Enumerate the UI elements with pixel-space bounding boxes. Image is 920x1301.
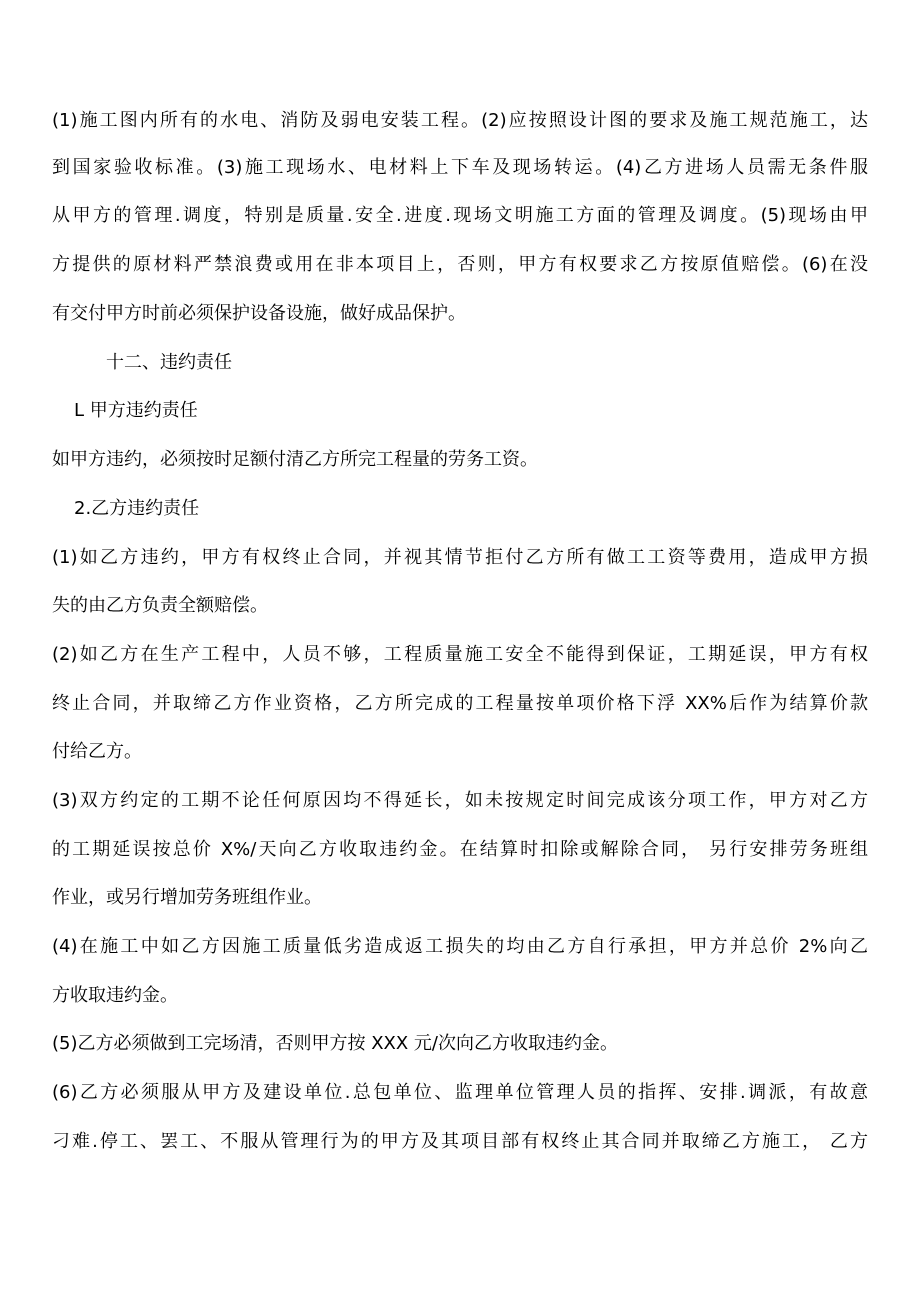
paragraph-line: 如甲方违约，必须按时足额付清乙方所完工程量的劳务工资。 [52, 449, 538, 470]
paragraph-line: (1)如乙方违约，甲方有权终止合同，并视其情节拒付乙方所有做工工资等费用，造成甲方损 [52, 547, 868, 568]
paragraph-line: 刁难.停工、罢工、不服从管理行为的甲方及其项目部有权终止其合同并取缔乙方施工， 乙方 [52, 1131, 868, 1152]
paragraph-line: (6)乙方必须服从甲方及建设单位.总包单位、监理单位管理人员的指挥、安排.调派，有故意 [52, 1082, 868, 1103]
paragraph-line: (1)施工图内所有的水电、消防及弱电安装工程。(2)应按照设计图的要求及施工规范施工，达 [52, 110, 868, 131]
paragraph-line: 有交付甲方时前必须保护设备设施，做好成品保护。 [52, 303, 466, 324]
paragraph-line: 付给乙方。 [52, 741, 142, 762]
paragraph-line: (4)在施工中如乙方因施工质量低劣造成返工损失的均由乙方自行承担，甲方并总价 2%向乙 [52, 936, 868, 957]
paragraph-line: 的工期延误按总价 X%/天向乙方收取违约金。在结算时扣除或解除合同， 另行安排劳务班组 [52, 839, 868, 860]
paragraph-line: 方收取违约金。 [52, 985, 178, 1006]
subsection-heading: 2.乙方违约责任 [74, 498, 200, 519]
section-heading: 十二、违约责任 [106, 352, 232, 373]
paragraph-line: 方提供的原材料严禁浪费或用在非本项目上，否则，甲方有权要求乙方按原值赔偿。(6)在没 [52, 254, 868, 275]
paragraph-line: 作业，或另行增加劳务班组作业。 [52, 887, 322, 908]
paragraph-line: 失的由乙方负责全额赔偿。 [52, 595, 268, 616]
paragraph-line: 到国家验收标准。(3)施工现场水、电材料上下车及现场转运。(4)乙方进场人员需无条件服 [52, 157, 868, 178]
subsection-heading: L 甲方违约责任 [74, 400, 198, 421]
paragraph-line: (5)乙方必须做到工完场清，否则甲方按 XXX 元/次向乙方收取违约金。 [52, 1033, 618, 1054]
paragraph-line: 从甲方的管理.调度，特别是质量.安全.进度.现场文明施工方面的管理及调度。(5)现场由甲 [52, 205, 868, 226]
paragraph-line: (2)如乙方在生产工程中，人员不够，工程质量施工安全不能得到保证，工期延误，甲方有权 [52, 644, 868, 665]
paragraph-line: 终止合同，并取缔乙方作业资格，乙方所完成的工程量按单项价格下浮 XX%后作为结算价款 [52, 693, 868, 714]
paragraph-line: (3)双方约定的工期不论任何原因均不得延长，如未按规定时间完成该分项工作，甲方对乙方 [52, 790, 868, 811]
